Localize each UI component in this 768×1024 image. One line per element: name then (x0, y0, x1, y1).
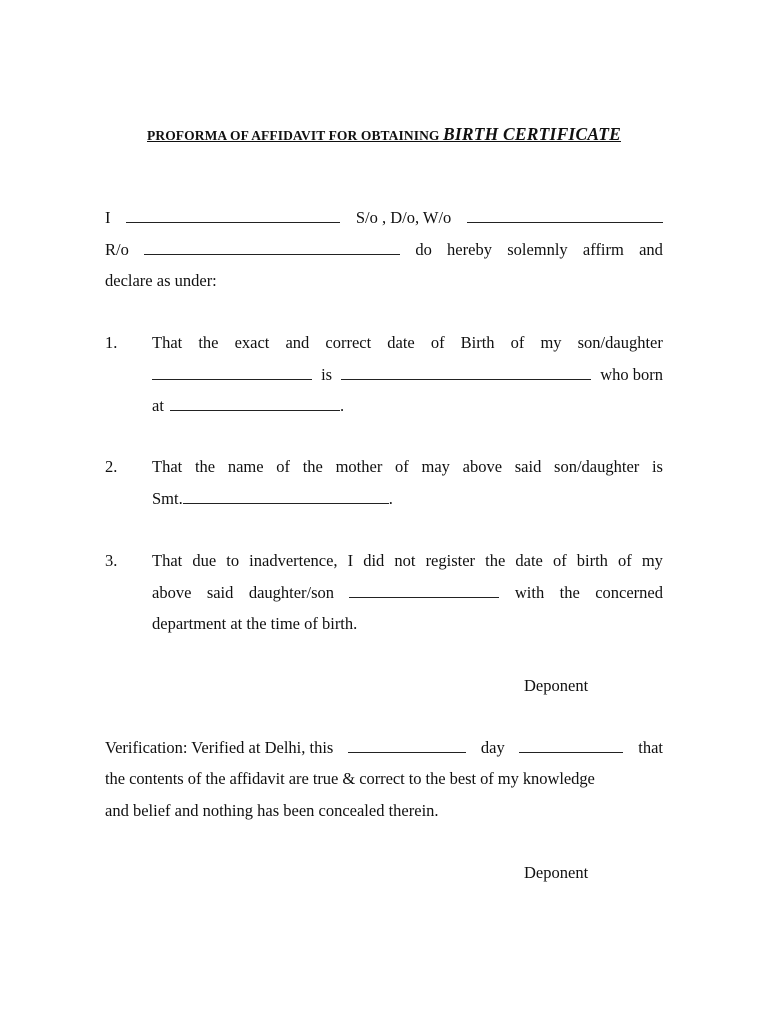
birth-place-blank[interactable] (170, 396, 340, 411)
verification-text: Verification: Verified at Delhi, this (105, 738, 334, 757)
item-2-word: said (514, 457, 542, 476)
item-1-period: . (340, 396, 345, 415)
item-1-word: Birth (460, 333, 495, 352)
item-3-word: my (641, 551, 663, 570)
item-2-word: mother (335, 457, 383, 476)
item-2-word: above (462, 457, 503, 476)
item-2-smt: Smt. (152, 489, 183, 508)
child-name-blank[interactable] (152, 365, 312, 380)
item-3-line-2 (152, 583, 663, 603)
intro-i: I (105, 208, 111, 227)
verification-line-2: the contents of the affidavit are true & correct to the best of my knowledge (105, 769, 595, 788)
item-3-word: That (152, 551, 183, 570)
item-3-word: birth (576, 551, 608, 570)
name-blank[interactable] (126, 208, 340, 223)
item-2-word: is (651, 457, 663, 476)
item-3-word: of (618, 551, 632, 570)
item-3-word: the (559, 583, 580, 602)
item-1-word: of (510, 333, 525, 352)
item-1-word: and (285, 333, 310, 352)
deponent-label-1: Deponent (524, 676, 589, 695)
item-2-line-2 (152, 489, 663, 509)
item-2-word: may (421, 457, 450, 476)
residence-blank[interactable] (144, 240, 400, 255)
item-3-word: date (515, 551, 543, 570)
item-2-word: the (194, 457, 216, 476)
item-3-word: inadvertence, (249, 551, 338, 570)
verification-month-blank[interactable] (519, 738, 623, 753)
item-3-word: above (152, 583, 192, 602)
item-3-word: with (514, 583, 545, 602)
item-3-word: did (363, 551, 385, 570)
intro-word: do (415, 240, 432, 259)
intro-line-3: declare as under: (105, 271, 217, 290)
verification-line-1 (105, 738, 663, 758)
verification-that: that (638, 738, 663, 757)
item-1-word: the (198, 333, 219, 352)
item-3-word: to (226, 551, 240, 570)
birth-date-blank[interactable] (341, 365, 591, 380)
item-2-number: 2. (105, 457, 118, 476)
item-3-word: I (347, 551, 354, 570)
item-3-word: the (485, 551, 506, 570)
item-1-word: son/daughter (577, 333, 663, 352)
item-3-word: register (425, 551, 476, 570)
item-2-word: the (302, 457, 323, 476)
verification-day-blank[interactable] (348, 738, 466, 753)
item-2-period: . (388, 489, 393, 508)
item-1-word: of (430, 333, 445, 352)
item-2-line-1 (152, 457, 663, 477)
item-3-word: of (552, 551, 567, 570)
item-3-line-3: department at the time of birth. (152, 614, 358, 633)
item-3-line-1 (152, 551, 663, 571)
item-2-word: name (227, 457, 264, 476)
intro-line-1 (105, 208, 663, 228)
item-2-word: son/daughter (554, 457, 640, 476)
intro-word: and (639, 240, 663, 259)
item-1-who-born: who born (600, 365, 663, 384)
intro-relation: S/o , D/o, W/o (355, 208, 452, 227)
intro-word: hereby (447, 240, 492, 259)
item-1-word: my (540, 333, 562, 352)
intro-word: affirm (582, 240, 624, 259)
item-1-line-2 (152, 365, 663, 385)
item-2-word: of (276, 457, 291, 476)
intro-ro: R/o (105, 240, 129, 259)
verification-day: day (480, 738, 505, 757)
item-3-word: due (192, 551, 217, 570)
title-main: PROFORMA OF AFFIDAVIT FOR OBTAINING (147, 128, 440, 143)
item-3-word: not (394, 551, 416, 570)
item-3-word: daughter/son (248, 583, 335, 602)
item-1-line-3 (152, 396, 663, 416)
item-3-word: said (206, 583, 234, 602)
item-1-at: at (152, 396, 164, 415)
relative-name-blank[interactable] (467, 208, 663, 223)
title-emphasis: BIRTH CERTIFICATE (443, 124, 621, 144)
item-3-number: 3. (105, 551, 118, 570)
item-2-word: of (395, 457, 409, 476)
mother-name-blank[interactable] (183, 489, 389, 504)
child-name-blank-2[interactable] (349, 583, 499, 598)
item-1-word: exact (234, 333, 270, 352)
item-1-word: date (387, 333, 415, 352)
deponent-label-2: Deponent (524, 863, 589, 882)
intro-line-2 (105, 240, 663, 260)
document-title (0, 124, 768, 145)
intro-word: solemnly (507, 240, 568, 259)
verification-line-3: and belief and nothing has been concealed therein. (105, 801, 439, 820)
item-1-number: 1. (105, 333, 118, 352)
item-3-word: concerned (595, 583, 663, 602)
item-1-is: is (321, 365, 333, 384)
item-1-line-1 (152, 333, 663, 353)
item-1-word: That (152, 333, 183, 352)
item-2-word: That (152, 457, 183, 476)
item-1-word: correct (325, 333, 372, 352)
